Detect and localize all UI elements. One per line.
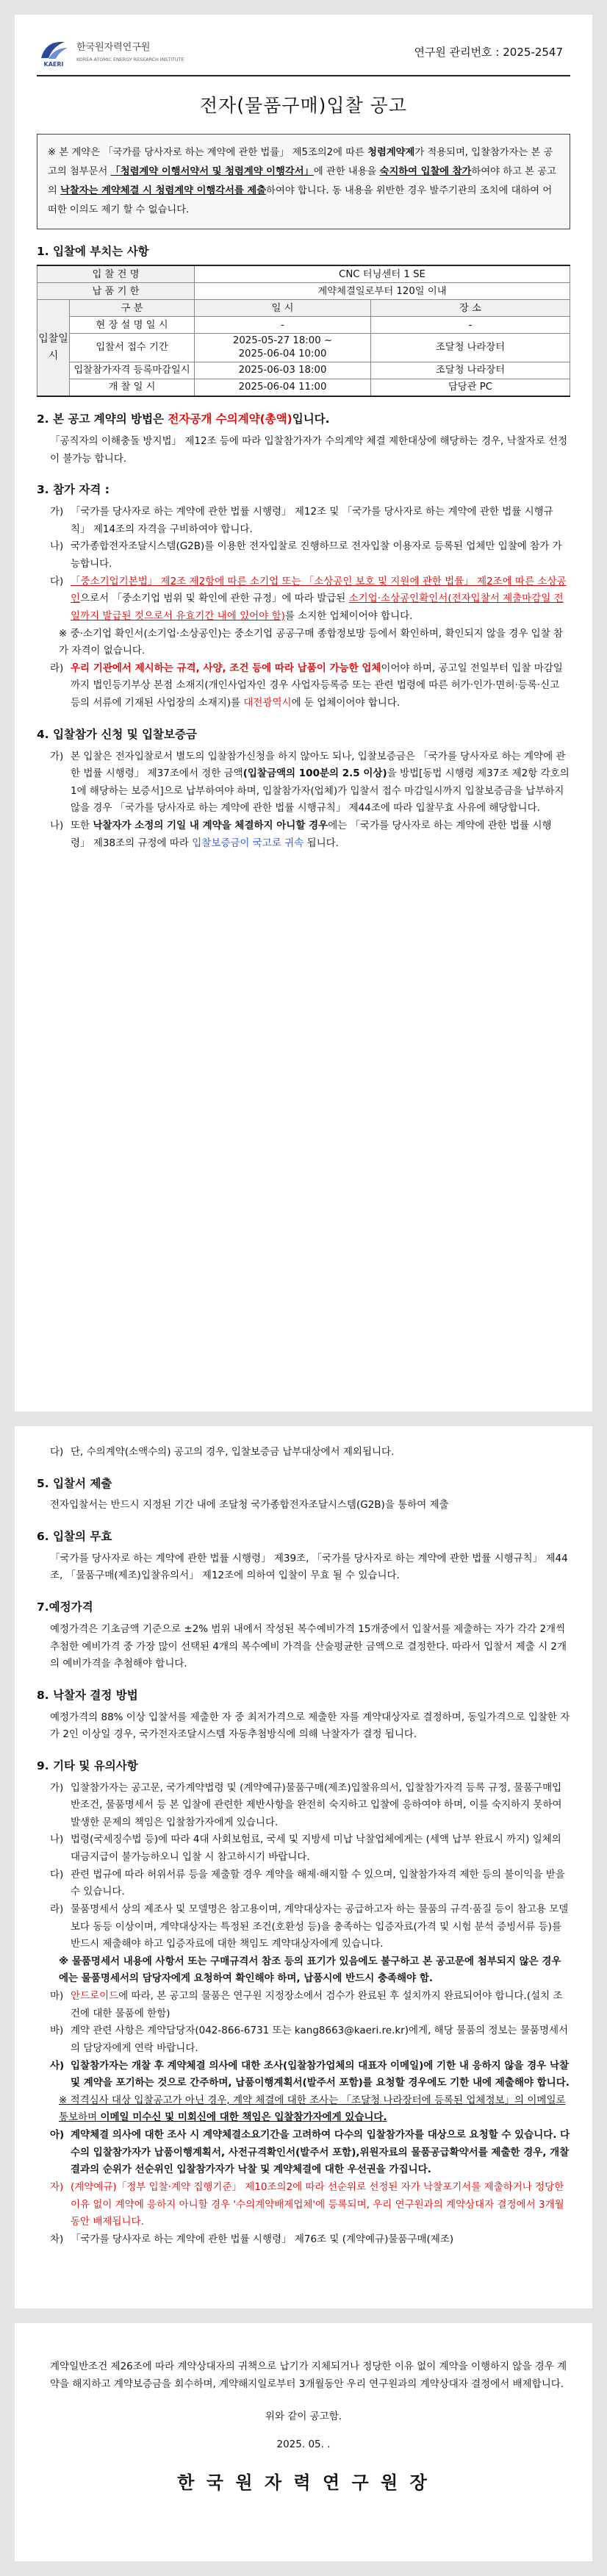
bid-schedule-group-label: 입찰일시: [37, 300, 70, 396]
contract-exclusion-body: 계약일반조건 제26조에 따라 계약상대자의 귀책으로 납기가 지체되거나 정당한 이유 없이 계약을 이행하지 않을 경우 계약을 해지하고 계약보증금을 회수하며, 계약해지일로부터 3개월동안 우리 연구원과의 계약상대자 결정에서 배제합니다.: [50, 2361, 567, 2390]
table-row: 입찰서 접수 기간 2025-05-27 18:00 ~ 2025-06-04 10:00 조달청 나라장터: [37, 334, 570, 362]
list-item: 사) 입찰참가자는 개찰 후 계약체결 의사에 대한 조사(입찰참가업체의 대표자 이메일)에 기한 내 응하지 않을 경우 낙찰 및 계약을 포기하는 것으로 간주하며, 납품이행계획서(발주서 포함)를 요청할 경우에도 기한 내에 제출해야 합니다.: [50, 2059, 570, 2089]
org-name-ko: 한국원자력연구원: [76, 42, 151, 54]
bid-info-table: [37, 265, 570, 397]
section-5-heading: 5. 입찰서 제출: [37, 1476, 112, 1490]
list-item: 가) 입찰참가자는 공고문, 국가계약법령 및 (계약예규)물품구매(제조)입찰유의서, 입찰참가자격 등록 규정, 물품구매입반조건, 물품명세서 등 본 입찰에 관련한 제반사항을 완전히 숙지하고 입찰에 응하여야 하며, 이를 숙지하지 못하여 발생한 문제의 책임은 입찰참가자에게 있습니다.: [50, 1781, 562, 1828]
org-name-en: KOREA ATOMIC ENERGY RESEARCH INSTITUTE: [76, 57, 184, 63]
section-3-heading: 3. 참가 자격 :: [37, 483, 109, 497]
section-8-body: 예정가격의 88% 이상 입찰서를 제출한 자 중 최저가격으로 제출한 자를 계약대상자로 결정하며, 동일가격으로 입찰한 자가 2인 이상일 경우, 국가전자조달시스템 자동추첨방식에 의해 낙찰자가 결정 됩니다.: [50, 1711, 570, 1741]
list-item: 나) 또한 낙찰자가 소정의 기일 내 계약을 체결하지 아니할 경우에는 「국가를 당사자로 하는 계약에 관한 법률 시행령」 제38조의 규정에 따라 입찰보증금이 국고로 귀속 됩니다.: [50, 820, 552, 849]
list-item: 다) 단, 수의계약(소액수의) 공고의 경우, 입찰보증금 납부대상에서 제외됩니다.: [50, 1446, 395, 1458]
list-item: 다) 「중소기업기본법」 제2조 제2항에 따른 소기업 또는 「소상공인 보호 및 지원에 관한 법률」 제2조에 따른 소상공인으로서 「중소기업 범위 및 확인에 관한 규정」에 따라 발급된 소기업·소상공인확인서(전자입찰서 제출마감일 전일까지 발급된 것으로서 유효기간 내에 있어야 함)를 소지한 업체이어야 합니다.: [50, 575, 567, 622]
section-2-heading: 2. 본 공고 계약의 방법은 전자공개 수의계약(총액)입니다.: [37, 412, 330, 426]
document-header: [37, 34, 570, 71]
signer-name: 한 국 원 자 력 연 구 원 장: [177, 2472, 430, 2494]
section-9-heading: 9. 기타 및 유의사항: [37, 1759, 138, 1772]
table-row: 현 장 설 명 일 시 - -: [37, 317, 570, 334]
announcement-number: 연구원 관리번호 : 2025-2547: [414, 46, 563, 59]
table-row: 입 찰 건 명 CNC 터닝센터 1 SE: [37, 265, 570, 283]
table-row: 납 품 기 한 계약체결일로부터 120일 이내: [37, 283, 570, 300]
list-item: 나) 국가종합전자조달시스템(G2B)를 이용한 전자입찰로 진행하므로 전자입찰 이용자로 등록된 업체만 입찰에 참가 가능합니다.: [50, 540, 562, 570]
delivery-deadline-value: 계약체결일로부터 120일 이내: [195, 283, 570, 300]
list-note: ※ 중·소기업 확인서(소기업·소상공인)는 중소기업 공공구매 종합정보망 등에서 확인하며, 확인되지 않을 경우 입찰 참가 자격이 없습니다.: [59, 627, 564, 657]
org-logo: [37, 36, 184, 68]
announcement-date: 2025. 05. .: [276, 2438, 331, 2450]
closing-statement: 위와 같이 공고함.: [265, 2411, 342, 2423]
list-item: 나) 법령(국세징수법 등)에 따라 4대 사회보험료, 국세 및 지방세 미납 낙찰업체에게는 (세액 납부 완료시 까지) 일체의 대금지급이 불가능하오니 입찰 시 참고하시기 바랍니다.: [50, 1833, 561, 1864]
section-7-body: 예정가격은 기초금액 기준으로 ±2% 범위 내에서 작성된 복수예비가격 15개중에서 입찰서를 제출하는 자가 각각 2개씩 추첨한 예비가격 중 가장 많이 선택된 4개의 복수예비 가격을 산술평균한 금액으로 결정한다. 따라서 입찰서 제출 시 2개의 예비가격을 추첨해야 합니다.: [50, 1622, 567, 1670]
bid-name-value: CNC 터닝센터 1 SE: [195, 265, 570, 283]
list-item: 가) 본 입찰은 전자입찰로서 별도의 입찰참가신청을 하지 않아도 되나, 입찰보증금은 「국가를 당사자로 하는 계약에 관한 법률 시행령」 제37조에서 정한 금액(입찰금액의 100분의 2.5 이상)을 방법[동법 시행령 제37조 제2항 각호의 1에 해당하는 보증서]으로 납부하여야 하며, 입찰참가자(업체)가 입찰서 접수 마감일시까지 입찰보증금을 납부하지 않을 경우 「국가를 당사자로 하는 계약에 관한 법률 시행규칙」 제44조에 따라 입찰무효 사유에 해당합니다.: [50, 750, 570, 815]
section-5-body: 전자입찰서는 반드시 지정된 기간 내에 조달청 국가종합전자조달시스템(G2B)을 통하여 제출: [50, 1499, 449, 1511]
page-title: 전자(물품구매)입찰 공고: [200, 95, 407, 116]
list-item: 마) 안드로이드에 따라, 본 공고의 물품은 연구원 지정장소에서 검수가 완료된 후 설치까지 완료되어야 합니다.(설치 조건에 대한 물품에 한함): [50, 1990, 563, 2019]
table-row: 입찰일시 구 분 일 시 장 소: [37, 300, 570, 317]
list-note: ※ 물품명세서 내용에 사항서 또는 구매규격서 참조 등의 표기가 있음에도 불구하고 본 공고문에 첨부되지 않은 경우에는 물품명세서의 담당자에게 요청하여 확인해야 하며, 납품시에 반드시 충족해야 함.: [59, 1955, 561, 1985]
list-item: 자) (계약예규)「정부 입찰·계약 집행기준」 제10조의2에 따라 선순위로 선정된 자가 낙찰포기서를 제출하거나 정당한 이유 없이 계약에 응하지 아니할 경우 '수의계약배제업체'에 등록되며, 우리 연구원과의 계약상대자 결정에서 3개월동안 배제됩니다.: [50, 2180, 564, 2228]
table-row: 개 찰 일 시 2025-06-04 11:00 담당관 PC: [37, 379, 570, 397]
section-1-heading: 1. 입찰에 부치는 사항: [37, 244, 149, 258]
table-row: 입찰참가자격 등록마감일시 2025-06-03 18:00 조달청 나라장터: [37, 362, 570, 379]
kaeri-logo-icon: [37, 36, 71, 68]
list-note: ※ 적격심사 대상 입찰공고가 아닌 경우, 계약 체결에 대한 조사는 「조달청 나라장터에 등록된 업체정보」의 이메일로 통보하며 이메일 미수신 및 미회신에 대한 책임은 입찰참가자에게 있습니다.: [59, 2094, 566, 2124]
list-item: 가) 「국가를 당사자로 하는 계약에 관한 법률 시행령」 제12조 및 「국가를 당사자로 하는 계약에 관한 법률 시행규칙」 제14조의 자격을 구비하여야 합니다.: [50, 506, 553, 535]
section-2-body: 「공직자의 이해충돌 방지법」 제12조 등에 따라 입찰참가자가 수의계약 체결 제한대상에 해당하는 경우, 낙찰자로 선정이 불가능 합니다.: [50, 435, 568, 465]
integrity-notice-box: ※ 본 계약은 「국가를 당사자로 하는 계약에 관한 법률」 제5조의2에 따른 청렴계약제가 적용되며, 입찰참가자는 본 공고의 첨부문서 「청렴계약 이행서약서 및 청렴계약 이행각서」에 관한 내용을 숙지하여 입찰에 참가하여야 하고 본 공고의 낙찰자는 계약체결 시 청렴계약 이행각서를 제출하여야 합니다. 동 내용을 위반한 경우 발주기관의 조치에 대하여 어떠한 이의도 제기 할 수 없습니다.: [37, 134, 570, 229]
section-7-heading: 7.예정가격: [37, 1600, 93, 1614]
header-divider: [37, 75, 570, 76]
list-item: 차) 「국가를 당사자로 하는 계약에 관한 법률 시행령」 제76조 및 (계약예규)물품구매(제조): [50, 2233, 454, 2245]
list-item: 아) 계약체결 의사에 대한 조사 시 계약체결소요기간을 고려하여 다수의 입찰참가자를 대상으로 요청할 수 있습니다. 다수의 입찰참가자가 납품이행계획서, 사전규격확인서(발주서 포함),위원자료의 물품공급확약서를 제출한 경우, 개찰결과의 순위가 선순위인 입찰참가자가 낙찰 및 계약체결에 대한 우선권을 가집니다.: [50, 2129, 570, 2176]
svg-text:KAERI: KAERI: [43, 61, 64, 68]
list-item: 라) 우리 기관에서 제시하는 규격, 사양, 조건 등에 따라 납품이 가능한 업체이어야 하며, 공고일 전일부터 입찰 마감일까지 법인등기부상 본점 소재지(개인사업자인 경우 사업자등록증 또는 관련 법령에 따른 허가·인가·면허·등록·신고 등의 서류에 기재된 사업장의 소재지)를 대전광역시에 둔 업체이어야 합니다.: [50, 662, 563, 709]
list-item: 라) 물품명세서 상의 제조사 및 모델명은 참고용이며, 계약대상자는 공급하고자 하는 물품의 규격·품질 등이 참고용 모델보다 동등 이상이며, 계약대상자는 특정된 조건(호환성 등)을 충족하는 입증자료(가격 및 시험 분석 증빙서류 등)를 반드시 제출해야 하고 입증자료에 대한 책임도 계약대상자에게 있습니다.: [50, 1903, 569, 1950]
list-item: 다) 관련 법규에 따라 허위서류 등을 제출할 경우 계약을 해제·해지할 수 있으며, 입찰참가자격 제한 등의 불이익을 받을 수 있습니다.: [50, 1868, 565, 1898]
section-8-heading: 8. 낙찰자 결정 방법: [37, 1688, 138, 1702]
page-3: [15, 2323, 592, 2561]
list-item: 바) 계약 관련 사항은 계약담당자(042-866-6731 또는 kang8663@kaeri.re.kr)에게, 해당 물품의 정보는 물품명세서의 담당자에게 연락 바랍니다.: [50, 2025, 569, 2054]
section-6-body: 「국가를 당사자로 하는 계약에 관한 법률 시행령」 제39조, 「국가를 당사자로 하는 계약에 관한 법률 시행규칙」 제44조, 「물품구매(제조)입찰유의서」 제12조에 의하여 입찰이 무효 될 수 있습니다.: [50, 1552, 568, 1582]
section-4-heading: 4. 입찰참가 신청 및 입찰보증금: [37, 727, 197, 741]
section-6-heading: 6. 입찰의 무효: [37, 1530, 112, 1544]
page-1: [15, 15, 592, 1412]
page-2: [15, 1426, 592, 2308]
